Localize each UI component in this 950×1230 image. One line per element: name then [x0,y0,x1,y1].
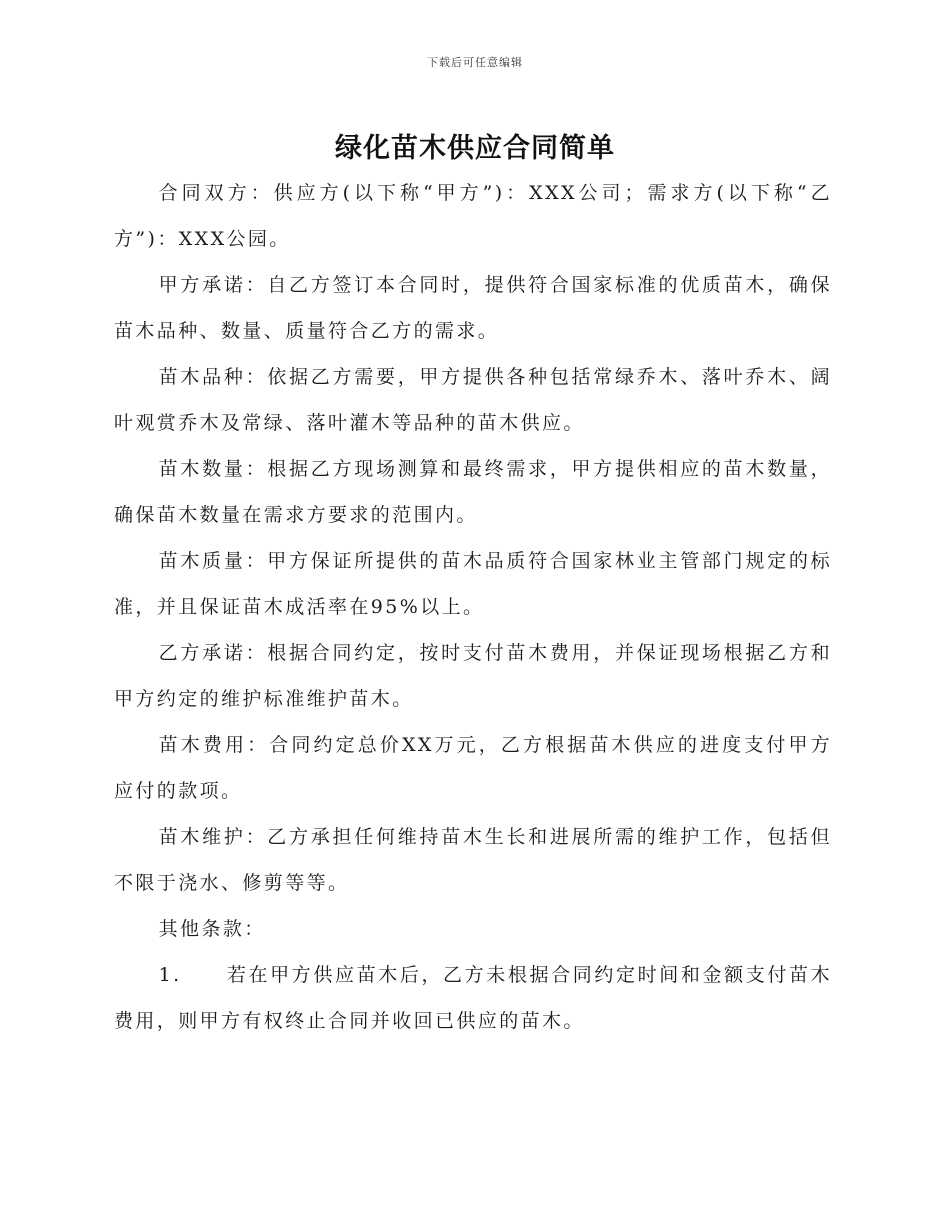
paragraph-parties: 合同双方：供应方(以下称“甲方”)：XXX公司；需求方(以下称“乙方”)：XXX公园。 [114,182,832,250]
list-item-text: 若在甲方供应苗木后，乙方未根据合同约定时间和金额支付苗木费用，则甲方有权终止合同并收回已供应的苗木。 [114,964,832,1032]
paragraph-maintenance: 苗木维护：乙方承担任何维持苗木生长和进展所需的维护工作，包括但不限于浇水、修剪等等。 [114,826,832,894]
paragraph-party-b-commitment: 乙方承诺：根据合同约定，按时支付苗木费用，并保证现场根据乙方和甲方约定的维护标准维护苗木。 [114,642,832,710]
header-note: 下载后可任意编辑 [427,56,523,69]
document-title: 绿化苗木供应合同简单 [335,133,615,164]
paragraph-quantity: 苗木数量：根据乙方现场测算和最终需求，甲方提供相应的苗木数量，确保苗木数量在需求方要求的范围内。 [114,458,832,526]
paragraph-other-terms-heading: 其他条款： [158,918,266,940]
list-item-number: 1. [158,964,182,986]
paragraph-quality: 苗木质量：甲方保证所提供的苗木品质符合国家林业主管部门规定的标准，并且保证苗木成活率在95%以上。 [114,550,832,618]
document-body [114,170,832,1044]
list-item [114,952,832,1044]
paragraph-fees: 苗木费用：合同约定总价XX万元，乙方根据苗木供应的进度支付甲方应付的款项。 [114,734,832,802]
paragraph-varieties: 苗木品种：依据乙方需要，甲方提供各种包括常绿乔木、落叶乔木、阔叶观赏乔木及常绿、落叶灌木等品种的苗木供应。 [114,366,832,434]
paragraph-party-a-commitment: 甲方承诺：自乙方签订本合同时，提供符合国家标准的优质苗木，确保苗木品种、数量、质量符合乙方的需求。 [114,274,832,342]
